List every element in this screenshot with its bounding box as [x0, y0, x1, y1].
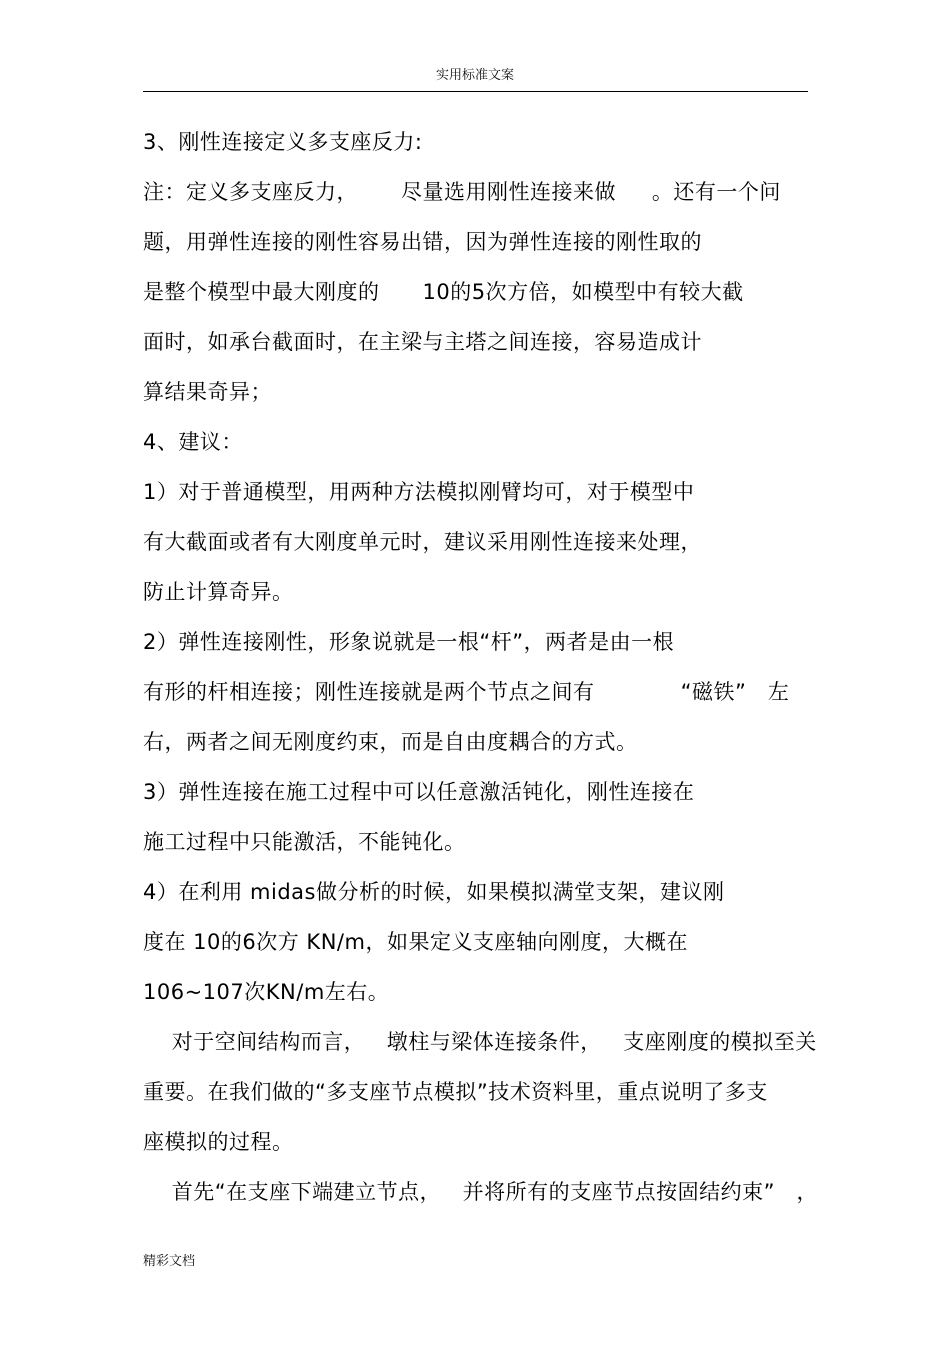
- text-line: 题，用弹性连接的刚性容易出错，因为弹性连接的刚性取的: [143, 230, 702, 254]
- text-line: 右，两者之间无刚度约束，而是自由度耦合的方式。: [143, 730, 638, 754]
- text-line: 3）弹性连接在施工过程中可以任意激活钝化，刚性连接在: [143, 780, 695, 804]
- text-line: 有大截面或者有大刚度单元时，建议采用刚性连接来处理，: [143, 530, 702, 554]
- text-line: 施工过程中只能激活，不能钝化。: [143, 830, 466, 854]
- text-line: 是整个模型中最大刚度的 10的5次方倍，如模型中有较大截: [143, 280, 744, 304]
- text-line: 首先“在支座下端建立节点， 并将所有的支座节点按固结约束” ，: [143, 1180, 819, 1204]
- text-line: 面时，如承台截面时，在主梁与主塔之间连接，容易造成计: [143, 330, 702, 354]
- text-line: 重要。在我们做的“多支座节点模拟”技术资料里，重点说明了多支: [143, 1080, 768, 1104]
- text-line: 1）对于普通模型，用两种方法模拟刚臂均可，对于模型中: [143, 480, 695, 504]
- text-line: 度在 10的6次方 KN/m，如果定义支座轴向刚度，大概在: [143, 930, 688, 954]
- text-line: 有形的杆相连接；刚性连接就是两个节点之间有 “磁铁” 左: [143, 680, 790, 704]
- text-line: 对于空间结构而言， 墩柱与梁体连接条件， 支座刚度的模拟至关: [143, 1030, 817, 1054]
- text-line: 2）弹性连接刚性，形象说就是一根“杆”，两者是由一根: [143, 630, 675, 654]
- text-line: 4、建议：: [143, 430, 243, 454]
- text-line: 算结果奇异；: [143, 380, 272, 404]
- text-line: 注：定义多支座反力， 尽量选用刚性连接来做 。还有一个问: [143, 180, 781, 204]
- header-divider: [143, 91, 808, 92]
- page-footer: 精彩文档: [143, 1254, 196, 1269]
- text-line: 4）在利用 midas做分析的时候，如果模拟满堂支架，建议刚: [143, 880, 725, 904]
- text-line: 防止计算奇异。: [143, 580, 294, 604]
- text-line: 3、刚性连接定义多支座反力:: [143, 130, 423, 154]
- text-line: 座模拟的过程。: [143, 1130, 294, 1154]
- text-line: 106~107次KN/m左右。: [143, 980, 390, 1004]
- page-header: 实用标准文案: [435, 68, 514, 83]
